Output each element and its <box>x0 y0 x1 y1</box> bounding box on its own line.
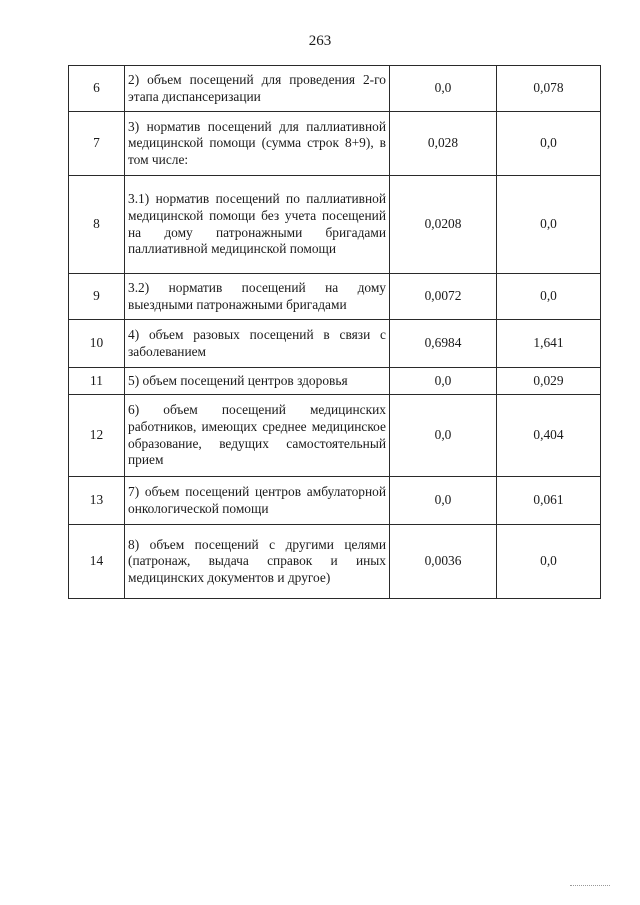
value-column-1: 0,0072 <box>390 274 497 320</box>
row-number: 6 <box>69 66 125 112</box>
row-description: 3.1) норматив посещений по паллиативной медицинской помощи без учета посещений на дому патронажными бригадами паллиативной медицинской помощи <box>125 176 390 274</box>
row-number: 14 <box>69 525 125 599</box>
row-description: 6) объем посещений медицинских работников, имеющих среднее медицинское образование, ведущих самостоятельный прием <box>125 395 390 477</box>
value-column-2: 0,404 <box>497 395 601 477</box>
value-column-1: 0,0208 <box>390 176 497 274</box>
row-description: 8) объем посещений с другими целями (патронаж, выдача справок и иных медицинских документов и другое) <box>125 525 390 599</box>
row-number: 13 <box>69 477 125 525</box>
table-row <box>69 525 601 599</box>
value-column-2: 0,0 <box>497 274 601 320</box>
value-column-2: 1,641 <box>497 320 601 368</box>
value-column-1: 0,0 <box>390 66 497 112</box>
value-column-1: 0,6984 <box>390 320 497 368</box>
footer-dotted-mark <box>570 885 610 887</box>
value-column-1: 0,028 <box>390 112 497 176</box>
value-column-2: 0,061 <box>497 477 601 525</box>
table-row <box>69 395 601 477</box>
value-column-2: 0,0 <box>497 176 601 274</box>
table-row <box>69 274 601 320</box>
data-table <box>68 65 601 599</box>
row-number: 10 <box>69 320 125 368</box>
row-description: 5) объем посещений центров здоровья <box>125 368 390 395</box>
value-column-1: 0,0 <box>390 477 497 525</box>
row-number: 8 <box>69 176 125 274</box>
row-number: 12 <box>69 395 125 477</box>
row-description: 2) объем посещений для проведения 2-го этапа диспансеризации <box>125 66 390 112</box>
row-number: 9 <box>69 274 125 320</box>
table-row <box>69 477 601 525</box>
row-description: 3) норматив посещений для паллиативной медицинской помощи (сумма строк 8+9), в том числе: <box>125 112 390 176</box>
value-column-1: 0,0 <box>390 395 497 477</box>
table-row <box>69 368 601 395</box>
value-column-2: 0,078 <box>497 66 601 112</box>
value-column-1: 0,0036 <box>390 525 497 599</box>
page-number: 263 <box>308 33 332 49</box>
row-number: 7 <box>69 112 125 176</box>
table-row <box>69 66 601 112</box>
table-row <box>69 176 601 274</box>
row-description: 3.2) норматив посещений на дому выездными патронажными бригадами <box>125 274 390 320</box>
table-row <box>69 320 601 368</box>
value-column-2: 0,0 <box>497 525 601 599</box>
table-row <box>69 112 601 176</box>
value-column-2: 0,0 <box>497 112 601 176</box>
row-description: 7) объем посещений центров амбулаторной онкологической помощи <box>125 477 390 525</box>
value-column-2: 0,029 <box>497 368 601 395</box>
row-description: 4) объем разовых посещений в связи с заболеванием <box>125 320 390 368</box>
value-column-1: 0,0 <box>390 368 497 395</box>
row-number: 11 <box>69 368 125 395</box>
